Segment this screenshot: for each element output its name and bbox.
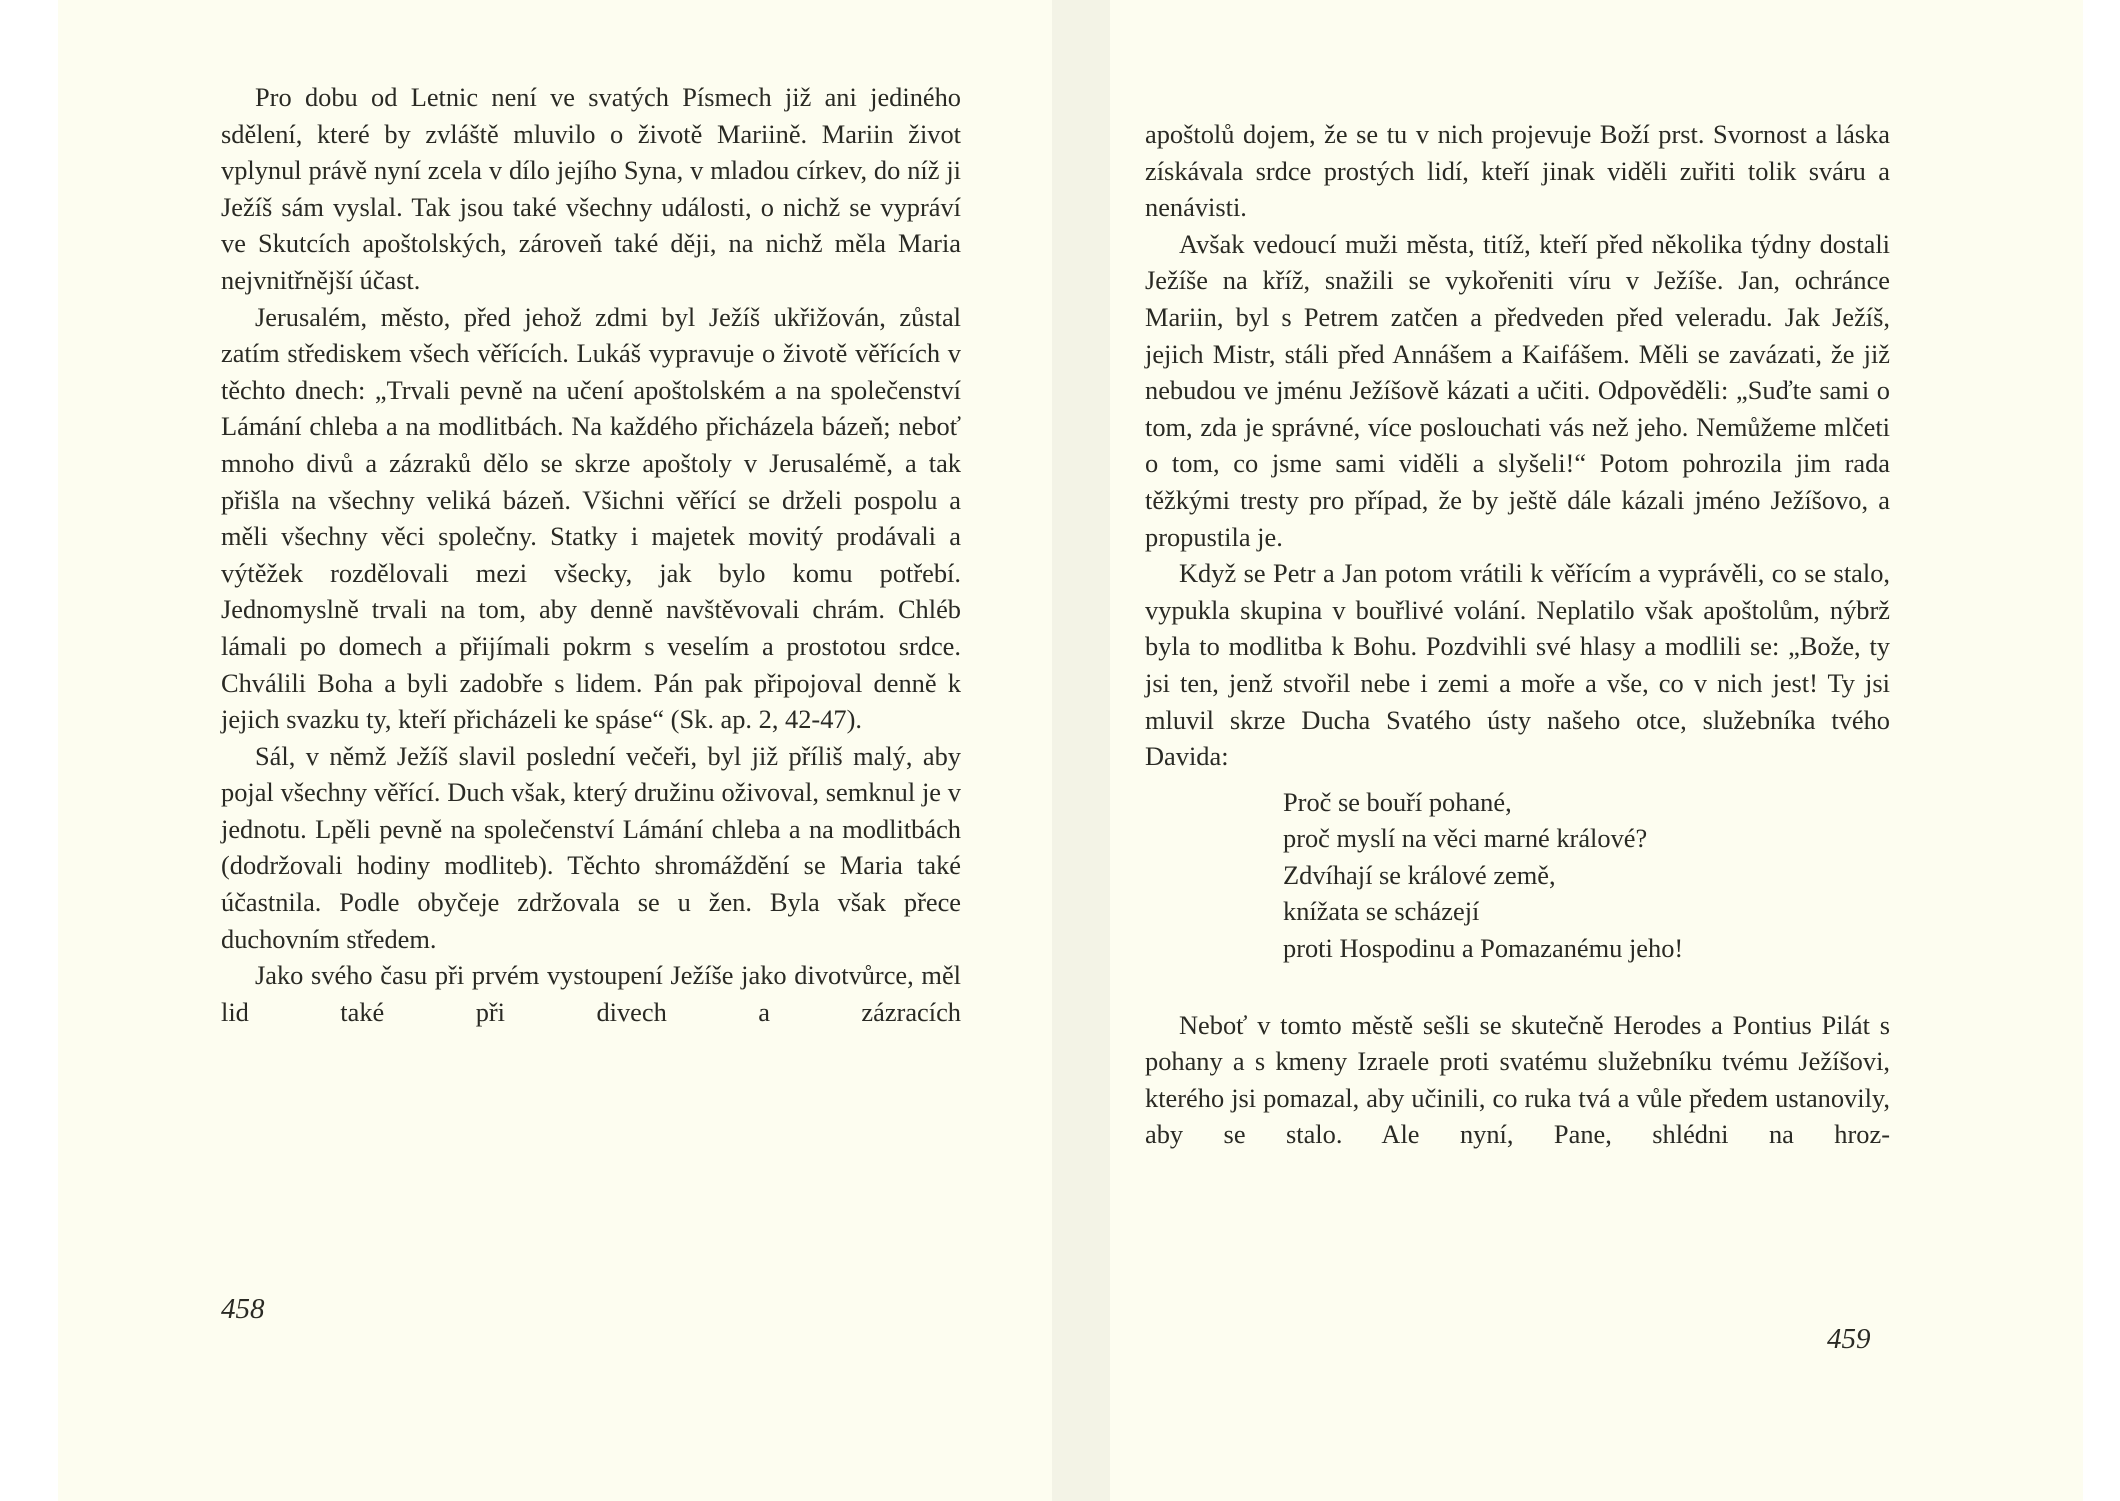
right-page (1110, 0, 2083, 1501)
left-page (58, 0, 1058, 1501)
paragraph: Sál, v němž Ježíš slavil poslední večeři, byl již příliš malý, aby pojal všechny věřící. Duch však, který družinu oživoval, semknul je v jednotu. Lpěli pevně na společenství Lámání chleba a na modlitbách (dodržovali hodiny modliteb). Těchto shromáždění se Maria také účastnila. Podle obyčeje zdržovala se u žen. Byla však přece duchovním středem. (221, 740, 961, 954)
poem-line: knížata se scházejí (1283, 896, 1480, 927)
right-page-body (1145, 116, 1890, 1153)
paragraph: Jerusalém, město, před jehož zdmi byl Ježíš ukřižován, zůstal zatím střediskem všech věřících. Lukáš vypravuje o životě věřících v těchto dnech: „Trvali pevně na učení apoštolském a na společenství Lámání chleba a na modlitbách. Na každého přicházela bázeň; neboť mnoho divů a zázraků dělo se skrze apoštoly v Jerusalémě, a tak přišla na všechny veliká bázeň. Všichni věřící se drželi pospolu a měli všechny věci společny. Statky i majetek movitý prodávali a výtěžek rozdělovali mezi všecky, jak bylo komu potřebí. Jednomyslně trvali na tom, aby denně navštěvovali chrám. Chléb lámali po domech a přijímali pokrm s veselím a prostotou srdce. Chválili Boha a byli zadobře s lidem. Pán pak připojoval denně k jejich svazku ty, kteří přicházeli ke spáse“ (Sk. ap. 2, 42-47). (221, 301, 961, 735)
psalm-quote (1145, 784, 1890, 967)
paragraph: apoštolů dojem, že se tu v nich projevuje Boží prst. Svornost a láska získávala srdce prostých lidí, kteří jinak viděli zuřiti tolik sváru a nenávisti. (1145, 119, 1890, 223)
paragraph: Avšak vedoucí muži města, titíž, kteří před několika týdny dostali Ježíše na kříž, snažili se vykořeniti víru v Ježíše. Jan, ochránce Mariin, byl s Petrem zatčen a předveden před veleradu. Jak Ježíš, jejich Mistr, stáli před Annášem a Kaifášem. Měli se zavázati, že již nebudou ve jménu Ježíšově kázati a učiti. Odpověděli: „Suďte sami o tom, zda je správné, více poslouchati vás než jeho. Nemůžeme mlčeti o tom, co jsme sami viděli a slyšeli!“ Potom pohrozila jim rada těžkými tresty pro případ, že by ještě dále kázali jméno Ježíšovo, a propustila je. (1145, 228, 1890, 552)
poem-line: proč myslí na věci marné králové? (1283, 823, 1648, 854)
page-number: 459 (1827, 1323, 1871, 1355)
paragraph: Když se Petr a Jan potom vrátili k věřícím a vyprávěli, co se stalo, vypukla skupina v bouřlivé volání. Neplatilo však apoštolům, nýbrž byla to modlitba k Bohu. Pozdvihli své hlasy a modlili se: „Bože, ty jsi ten, jenž stvořil nebe i zemi a moře a vše, co v nich jest! Ty jsi mluvil skrze Ducha Svatého ústy našeho otce, služebníka tvého Davida: (1145, 558, 1890, 772)
paragraph: Pro dobu od Letnic není ve svatých Písmech již ani jediného sdělení, které by zvláště mluvilo o životě Mariině. Mariin život vplynul právě nyní zcela v dílo jejího Syna, v mladou církev, do níž ji Ježíš sám vyslal. Tak jsou také všechny události, o nichž se vypráví ve Skutcích apoštolských, zároveň také ději, na nichž měla Maria nejvnitřnější účast. (221, 82, 961, 295)
poem-line: Proč se bouří pohané, (1283, 786, 1512, 817)
paragraph: Jako svého času při prvém vystoupení Ježíše jako divotvůrce, měl lid také při divech a zázracích (221, 960, 961, 1027)
left-page-body (221, 79, 961, 1030)
page-number: 458 (221, 1293, 265, 1325)
book-gutter (1052, 0, 1110, 1501)
paragraph: Neboť v tomto městě sešli se skutečně Herodes a Pontius Pilát s pohany a s kmeny Izraele proti svatému služebníku tvému Ježíšovi, kterého jsi pomazal, aby učinili, co ruka tvá a vůle předem ustanovily, aby se stalo. Ale nyní, Pane, shlédni na hroz- (1145, 1009, 1890, 1150)
poem-line: proti Hospodinu a Pomazanému jeho! (1283, 933, 1684, 964)
poem-line: Zdvíhají se králové země, (1283, 859, 1556, 890)
